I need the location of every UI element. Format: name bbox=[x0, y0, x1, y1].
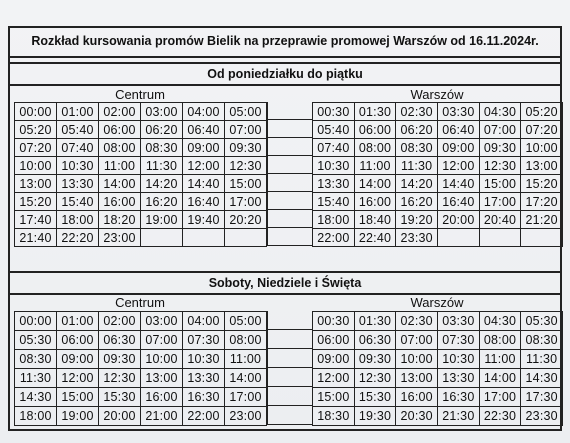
departure-time-cell: 07:30 bbox=[438, 331, 480, 350]
departure-time-cell: 09:30 bbox=[99, 350, 141, 369]
departure-time-cell: 15:40 bbox=[57, 193, 99, 211]
departure-time-cell: 09:30 bbox=[225, 139, 267, 157]
departure-time-cell: 02:30 bbox=[396, 312, 438, 331]
departure-time-cell: 14:30 bbox=[521, 369, 563, 388]
departure-time-cell: 00:00 bbox=[15, 103, 57, 121]
departure-time-cell: 09:00 bbox=[438, 139, 480, 157]
departure-time-cell: 16:20 bbox=[141, 193, 183, 211]
weekday-centrum-label: Centrum bbox=[115, 87, 165, 102]
departure-time-cell: 17:00 bbox=[480, 388, 522, 407]
departure-time-cell: 08:30 bbox=[396, 139, 438, 157]
departure-time-cell: 11:00 bbox=[480, 350, 522, 369]
departure-time-cell: 02:30 bbox=[396, 103, 438, 121]
departure-time-cell: 11:30 bbox=[15, 369, 57, 388]
departure-time-cell: 14:00 bbox=[99, 175, 141, 193]
departure-time-cell: 20:30 bbox=[396, 407, 438, 426]
departure-time-cell: 13:00 bbox=[15, 175, 57, 193]
weekday-warszow-label: Warszów bbox=[410, 87, 464, 102]
departure-time-cell: 20:40 bbox=[480, 211, 522, 229]
departure-time-cell: 12:00 bbox=[183, 157, 225, 175]
departure-time-cell: 05:20 bbox=[521, 103, 563, 121]
departure-time-cell bbox=[521, 229, 563, 247]
departure-time-cell: 16:30 bbox=[438, 388, 480, 407]
departure-time-cell: 14:20 bbox=[141, 175, 183, 193]
departure-time-cell: 17:00 bbox=[225, 388, 267, 407]
departure-time-cell: 11:30 bbox=[396, 157, 438, 175]
departure-time-cell: 00:00 bbox=[15, 312, 57, 331]
departure-time-cell: 21:00 bbox=[141, 407, 183, 426]
departure-time-cell: 04:00 bbox=[183, 312, 225, 331]
departure-time-cell bbox=[183, 229, 225, 247]
departure-time-cell: 21:40 bbox=[15, 229, 57, 247]
departure-time-cell: 09:30 bbox=[355, 350, 397, 369]
departure-time-cell: 04:30 bbox=[480, 312, 522, 331]
departure-time-cell: 15:20 bbox=[521, 175, 563, 193]
departure-time-cell: 07:30 bbox=[183, 331, 225, 350]
departure-time-cell: 22:20 bbox=[57, 229, 99, 247]
departure-time-cell: 19:00 bbox=[141, 211, 183, 229]
departure-time-cell: 07:40 bbox=[57, 139, 99, 157]
departure-time-cell: 07:40 bbox=[313, 139, 355, 157]
weekend-centrum-table bbox=[14, 311, 267, 426]
weekend-warszow-label: Warszów bbox=[410, 295, 464, 310]
departure-time-cell: 22:00 bbox=[313, 229, 355, 247]
departure-time-cell: 06:00 bbox=[57, 331, 99, 350]
departure-time-cell: 01:00 bbox=[57, 103, 99, 121]
departure-time-cell: 00:30 bbox=[313, 103, 355, 121]
departure-time-cell: 13:00 bbox=[521, 157, 563, 175]
departure-time-cell: 06:00 bbox=[355, 121, 397, 139]
departure-time-cell: 05:40 bbox=[313, 121, 355, 139]
departure-time-cell: 10:00 bbox=[15, 157, 57, 175]
departure-time-cell: 10:30 bbox=[313, 157, 355, 175]
departure-time-cell: 15:20 bbox=[15, 193, 57, 211]
departure-time-cell: 03:00 bbox=[141, 312, 183, 331]
departure-time-cell: 12:00 bbox=[57, 369, 99, 388]
departure-time-cell: 23:30 bbox=[396, 229, 438, 247]
departure-time-cell: 18:00 bbox=[15, 407, 57, 426]
weekday-heading: Od poniedziałku do piątku bbox=[8, 62, 562, 86]
departure-time-cell: 16:30 bbox=[183, 388, 225, 407]
weekend-centrum-label: Centrum bbox=[115, 295, 165, 310]
departure-time-cell: 16:00 bbox=[355, 193, 397, 211]
departure-time-cell: 14:40 bbox=[438, 175, 480, 193]
departure-time-cell: 19:20 bbox=[396, 211, 438, 229]
departure-time-cell: 18:20 bbox=[99, 211, 141, 229]
departure-time-cell: 08:00 bbox=[225, 331, 267, 350]
departure-time-cell: 11:30 bbox=[521, 350, 563, 369]
weekend-divider-column bbox=[267, 311, 313, 425]
departure-time-cell: 22:00 bbox=[183, 407, 225, 426]
departure-time-cell: 06:30 bbox=[99, 331, 141, 350]
departure-time-cell: 04:30 bbox=[480, 103, 522, 121]
departure-time-cell: 22:40 bbox=[355, 229, 397, 247]
departure-time-cell: 13:30 bbox=[57, 175, 99, 193]
departure-time-cell: 04:00 bbox=[183, 103, 225, 121]
departure-time-cell bbox=[141, 229, 183, 247]
departure-time-cell: 01:00 bbox=[57, 312, 99, 331]
departure-time-cell: 08:30 bbox=[521, 331, 563, 350]
departure-time-cell: 11:00 bbox=[355, 157, 397, 175]
departure-time-cell: 12:00 bbox=[438, 157, 480, 175]
departure-time-cell: 16:00 bbox=[141, 388, 183, 407]
departure-time-cell: 16:00 bbox=[99, 193, 141, 211]
departure-time-cell: 15:00 bbox=[57, 388, 99, 407]
departure-time-cell: 21:20 bbox=[521, 211, 563, 229]
departure-time-cell: 14:00 bbox=[480, 369, 522, 388]
departure-time-cell: 17:40 bbox=[15, 211, 57, 229]
departure-time-cell: 12:30 bbox=[480, 157, 522, 175]
departure-time-cell: 16:20 bbox=[396, 193, 438, 211]
departure-time-cell: 16:40 bbox=[183, 193, 225, 211]
departure-time-cell: 15:00 bbox=[480, 175, 522, 193]
departure-time-cell: 06:00 bbox=[313, 331, 355, 350]
weekend-heading: Soboty, Niedziele i Święta bbox=[8, 271, 562, 295]
departure-time-cell: 07:00 bbox=[480, 121, 522, 139]
departure-time-cell: 05:00 bbox=[225, 103, 267, 121]
departure-time-cell: 12:30 bbox=[225, 157, 267, 175]
departure-time-cell: 05:30 bbox=[15, 331, 57, 350]
departure-time-cell: 14:00 bbox=[225, 369, 267, 388]
departure-time-cell bbox=[480, 229, 522, 247]
departure-time-cell: 03:00 bbox=[141, 103, 183, 121]
departure-time-cell: 18:00 bbox=[57, 211, 99, 229]
departure-time-cell: 08:00 bbox=[99, 139, 141, 157]
departure-time-cell: 06:00 bbox=[99, 121, 141, 139]
departure-time-cell: 14:00 bbox=[355, 175, 397, 193]
weekday-warszow-table bbox=[312, 102, 563, 247]
departure-time-cell: 15:30 bbox=[99, 388, 141, 407]
departure-time-cell: 06:20 bbox=[396, 121, 438, 139]
departure-time-cell: 17:00 bbox=[225, 193, 267, 211]
timetable-title: Rozkład kursowania promów Bielik na przeprawie promowej Warszów od 16.11.2024r. bbox=[8, 26, 562, 58]
departure-time-cell: 03:30 bbox=[438, 312, 480, 331]
departure-time-cell: 19:40 bbox=[183, 211, 225, 229]
departure-time-cell: 17:00 bbox=[480, 193, 522, 211]
departure-time-cell: 01:30 bbox=[355, 103, 397, 121]
departure-time-cell: 05:20 bbox=[15, 121, 57, 139]
departure-time-cell: 08:30 bbox=[15, 350, 57, 369]
departure-time-cell: 23:30 bbox=[521, 407, 563, 426]
departure-time-cell: 18:30 bbox=[313, 407, 355, 426]
departure-time-cell: 05:40 bbox=[57, 121, 99, 139]
departure-time-cell: 08:00 bbox=[355, 139, 397, 157]
departure-time-cell: 12:00 bbox=[313, 369, 355, 388]
weekday-divider-column bbox=[267, 102, 313, 246]
departure-time-cell: 13:30 bbox=[183, 369, 225, 388]
departure-time-cell: 07:00 bbox=[396, 331, 438, 350]
departure-time-cell: 07:20 bbox=[15, 139, 57, 157]
departure-time-cell: 13:30 bbox=[438, 369, 480, 388]
weekend-warszow-table bbox=[312, 311, 563, 426]
departure-time-cell: 05:00 bbox=[225, 312, 267, 331]
departure-time-cell: 09:00 bbox=[183, 139, 225, 157]
departure-time-cell: 22:30 bbox=[480, 407, 522, 426]
departure-time-cell: 20:20 bbox=[225, 211, 267, 229]
departure-time-cell: 12:30 bbox=[99, 369, 141, 388]
departure-time-cell: 11:00 bbox=[99, 157, 141, 175]
departure-time-cell: 03:30 bbox=[438, 103, 480, 121]
departure-time-cell: 09:00 bbox=[57, 350, 99, 369]
departure-time-cell: 23:00 bbox=[99, 229, 141, 247]
departure-time-cell: 09:30 bbox=[480, 139, 522, 157]
departure-time-cell: 10:30 bbox=[438, 350, 480, 369]
departure-time-cell: 09:00 bbox=[313, 350, 355, 369]
departure-time-cell: 00:30 bbox=[313, 312, 355, 331]
departure-time-cell: 17:30 bbox=[521, 388, 563, 407]
departure-time-cell: 14:30 bbox=[15, 388, 57, 407]
departure-time-cell: 15:00 bbox=[225, 175, 267, 193]
departure-time-cell: 02:00 bbox=[99, 103, 141, 121]
departure-time-cell: 12:30 bbox=[355, 369, 397, 388]
departure-time-cell: 06:40 bbox=[183, 121, 225, 139]
departure-time-cell: 06:40 bbox=[438, 121, 480, 139]
departure-time-cell: 08:00 bbox=[480, 331, 522, 350]
departure-time-cell: 10:00 bbox=[521, 139, 563, 157]
departure-time-cell: 16:40 bbox=[438, 193, 480, 211]
departure-time-cell: 20:00 bbox=[99, 407, 141, 426]
departure-time-cell: 14:40 bbox=[183, 175, 225, 193]
departure-time-cell: 15:00 bbox=[313, 388, 355, 407]
departure-time-cell: 10:30 bbox=[57, 157, 99, 175]
departure-time-cell: 13:30 bbox=[313, 175, 355, 193]
departure-time-cell: 07:00 bbox=[225, 121, 267, 139]
departure-time-cell: 01:30 bbox=[355, 312, 397, 331]
departure-time-cell: 17:20 bbox=[521, 193, 563, 211]
departure-time-cell: 15:30 bbox=[355, 388, 397, 407]
departure-time-cell: 11:30 bbox=[141, 157, 183, 175]
departure-time-cell: 18:40 bbox=[355, 211, 397, 229]
departure-time-cell: 05:30 bbox=[521, 312, 563, 331]
departure-time-cell bbox=[438, 229, 480, 247]
departure-time-cell: 06:30 bbox=[355, 331, 397, 350]
departure-time-cell: 13:00 bbox=[396, 369, 438, 388]
departure-time-cell: 06:20 bbox=[141, 121, 183, 139]
departure-time-cell: 13:00 bbox=[141, 369, 183, 388]
departure-time-cell: 18:00 bbox=[313, 211, 355, 229]
departure-time-cell: 14:20 bbox=[396, 175, 438, 193]
departure-time-cell: 10:00 bbox=[141, 350, 183, 369]
departure-time-cell: 23:00 bbox=[225, 407, 267, 426]
departure-time-cell: 07:20 bbox=[521, 121, 563, 139]
departure-time-cell: 10:30 bbox=[183, 350, 225, 369]
departure-time-cell: 15:40 bbox=[313, 193, 355, 211]
departure-time-cell: 16:00 bbox=[396, 388, 438, 407]
departure-time-cell: 02:00 bbox=[99, 312, 141, 331]
departure-time-cell: 07:00 bbox=[141, 331, 183, 350]
departure-time-cell: 19:00 bbox=[57, 407, 99, 426]
departure-time-cell: 10:00 bbox=[396, 350, 438, 369]
departure-time-cell: 20:00 bbox=[438, 211, 480, 229]
weekday-centrum-table bbox=[14, 102, 267, 247]
departure-time-cell: 08:30 bbox=[141, 139, 183, 157]
departure-time-cell: 19:30 bbox=[355, 407, 397, 426]
departure-time-cell: 21:30 bbox=[438, 407, 480, 426]
departure-time-cell bbox=[225, 229, 267, 247]
departure-time-cell: 11:00 bbox=[225, 350, 267, 369]
